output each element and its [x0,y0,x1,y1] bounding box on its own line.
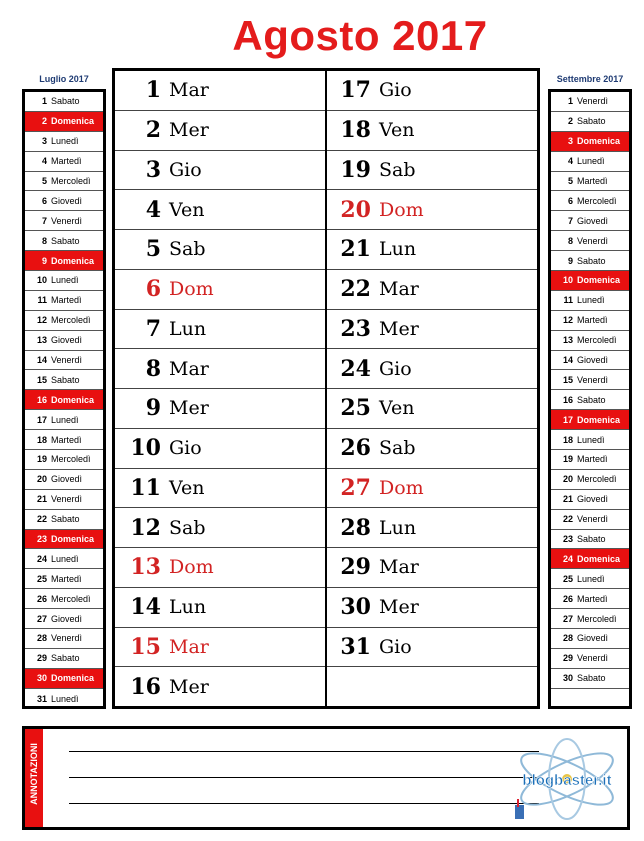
day-number: 18 [36,434,47,445]
day-number: 29 [36,653,47,664]
notes-box [22,726,630,830]
day-row [25,291,103,311]
day-number: 10 [562,275,573,286]
day-name: Mercoledì [51,176,91,186]
calendar-day-cell[interactable] [115,310,325,350]
day-name: Giovedì [577,633,609,644]
day-number: 9 [41,255,47,266]
day-name: Giovedì [51,195,83,206]
day-number: 8 [145,355,161,382]
day-row [551,271,629,291]
day-row [25,649,103,669]
day-row [551,430,629,450]
day-row [551,669,629,689]
day-name: Venerdì [577,96,609,107]
right-month-list [548,89,632,709]
day-row [551,172,629,192]
day-name: Lunedì [51,136,79,147]
day-number: 12 [130,514,161,541]
calendar-day-cell[interactable] [115,469,325,509]
calendar-day-cell[interactable] [327,310,537,350]
day-row [25,510,103,530]
day-number: 5 [567,176,573,186]
day-number: 12 [36,315,47,326]
day-name: Martedì [577,593,608,604]
day-number: 17 [562,414,573,425]
day-name: Venerdì [577,235,609,246]
calendar-day-cell[interactable] [327,230,537,270]
weekday: Ven [169,198,205,221]
day-name: Mercoledì [51,315,91,326]
calendar-day-cell[interactable] [327,508,537,548]
day-number: 6 [41,195,47,206]
day-name: Mercoledì [577,335,617,346]
weekday: Ven [379,119,415,142]
calendar-day-cell[interactable] [327,151,537,191]
day-number: 9 [567,255,573,266]
day-number: 26 [340,435,371,462]
day-number: 27 [36,613,47,624]
day-name: Sabato [51,235,80,246]
calendar-day-cell[interactable] [115,389,325,429]
day-number: 2 [41,116,47,127]
day-name: Venerdì [577,374,609,385]
weekday: Gio [379,79,412,102]
day-name: Domenica [51,534,95,545]
day-name: Sabato [51,96,80,107]
day-number: 11 [563,295,573,306]
day-name: Giovedì [51,335,83,346]
day-number: 5 [41,176,47,186]
day-number: 16 [130,673,161,700]
day-name: Venerdì [51,215,83,226]
weekday: Dom [169,556,214,579]
day-name: Martedì [51,573,82,584]
day-row [25,112,103,132]
day-number: 1 [567,96,573,107]
weekday: Dom [379,476,424,499]
day-row [25,331,103,351]
calendar-day-cell[interactable] [327,667,537,706]
day-number: 12 [562,315,573,326]
day-number: 24 [562,553,573,564]
day-number: 28 [36,633,47,644]
day-number: 4 [145,196,161,223]
weekday: Lun [379,238,417,261]
day-number: 17 [340,77,371,104]
day-row [25,569,103,589]
day-row [551,470,629,490]
weekday: Mar [379,556,419,579]
day-number: 14 [130,594,161,621]
day-number: 15 [130,633,161,660]
day-name: Venerdì [51,355,83,366]
day-number: 20 [340,196,371,223]
weekday: Ven [379,397,415,420]
day-number: 3 [145,156,161,183]
day-number: 2 [567,116,573,127]
day-name: Giovedì [577,215,609,226]
day-number: 25 [340,395,371,422]
day-number: 10 [130,435,161,462]
weekday: Lun [379,516,417,539]
note-line[interactable] [69,777,539,778]
calendar-day-cell[interactable] [327,111,537,151]
day-number: 15 [36,374,47,385]
weekday: Mar [169,357,209,380]
day-number: 13 [562,335,573,346]
day-number: 22 [562,514,573,525]
day-row [25,530,103,550]
day-row [25,430,103,450]
day-name: Giovedì [51,474,83,485]
day-row [551,390,629,410]
calendar-day-cell[interactable] [115,151,325,191]
day-number: 5 [145,236,161,263]
day-number: 28 [562,633,573,644]
day-name: Lunedì [51,693,79,704]
calendar-day-cell[interactable] [327,588,537,628]
day-row [551,450,629,470]
calendar-day-cell[interactable] [327,469,537,509]
day-number: 14 [562,355,573,366]
day-name: Lunedì [51,275,79,286]
day-name: Martedì [577,315,608,326]
calendar-day-cell[interactable] [327,71,537,111]
day-number: 3 [567,136,573,147]
day-row [551,211,629,231]
day-number: 28 [340,514,371,541]
day-name: Lunedì [577,156,605,167]
day-name: Sabato [51,374,80,385]
day-row [551,331,629,351]
day-number: 4 [41,156,47,167]
weekday: Mer [379,596,419,619]
right-month-label: Settembre 2017 [556,74,624,84]
day-number: 30 [340,594,371,621]
day-number: 10 [36,275,47,286]
calendar-day-cell[interactable] [327,190,537,230]
weekday: Mar [379,278,419,301]
day-number: 25 [562,573,573,584]
weekday: Mar [169,79,209,102]
weekday: Sab [379,437,416,460]
day-number: 23 [340,315,371,342]
day-row [25,549,103,569]
calendar-day-cell[interactable] [115,111,325,151]
main-month-grid [112,68,540,709]
day-number: 13 [130,554,161,581]
day-number: 23 [36,534,47,545]
day-name: Martedì [51,156,82,167]
day-number: 20 [562,474,573,485]
day-row [25,450,103,470]
day-number: 2 [145,117,161,144]
day-name: Mercoledì [51,593,91,604]
day-number: 6 [567,195,573,206]
day-name: Venerdì [577,653,609,664]
calendar-day-cell[interactable] [115,230,325,270]
day-number: 3 [41,136,47,147]
day-row [551,251,629,271]
day-row [25,689,103,709]
day-number: 19 [340,156,371,183]
day-number: 20 [36,474,47,485]
notes-label: ANNOTAZIONI [29,743,39,805]
logo-text: blogbaster.it [522,772,612,789]
day-name: Lunedì [51,414,79,425]
day-name: Mercoledì [51,454,91,465]
day-name: Mercoledì [577,613,617,624]
day-name: Venerdì [51,633,83,644]
day-number: 1 [41,96,47,107]
day-row [25,629,103,649]
day-row [551,351,629,371]
day-number: 23 [562,534,573,545]
day-number: 30 [36,673,47,684]
day-number: 15 [562,374,573,385]
weekday: Sab [379,158,416,181]
day-number: 27 [340,474,371,501]
page-title: Agosto 2017 [232,12,488,59]
calendar-day-cell[interactable] [115,628,325,668]
weekday: Mer [379,317,419,340]
weekday: Dom [169,278,214,301]
main-column-left [115,71,327,706]
day-row [551,569,629,589]
day-name: Martedì [577,454,608,465]
day-number: 18 [562,434,573,445]
day-name: Sabato [577,534,606,545]
calendar-day-cell[interactable] [115,508,325,548]
day-row [25,231,103,251]
day-row [25,370,103,390]
day-row [25,589,103,609]
day-row [551,649,629,669]
day-name: Domenica [51,673,95,684]
day-name: Sabato [51,653,80,664]
day-number: 1 [145,77,161,104]
calendar-day-cell[interactable] [327,270,537,310]
day-number: 21 [36,494,47,505]
day-row [551,609,629,629]
day-name: Domenica [577,275,621,286]
day-name: Sabato [577,673,606,684]
day-row [25,390,103,410]
day-row [25,132,103,152]
weekday: Gio [169,158,202,181]
day-number: 11 [37,295,47,306]
weekday: Lun [169,317,207,340]
day-name: Domenica [577,136,621,147]
day-number: 14 [36,355,47,366]
notes-band [25,729,43,827]
day-number: 22 [36,514,47,525]
day-name: Venerdì [577,514,609,525]
day-row [551,311,629,331]
calendar-day-cell[interactable] [327,349,537,389]
day-name: Domenica [51,394,95,405]
day-name: Sabato [577,255,606,266]
left-month-list [22,89,106,709]
day-row [551,112,629,132]
day-name: Domenica [51,116,95,127]
day-number: 21 [562,494,573,505]
day-number: 8 [567,235,573,246]
day-name: Martedì [577,176,608,186]
note-line[interactable] [69,751,539,752]
day-row [551,92,629,112]
day-name: Mercoledì [577,195,617,206]
day-number: 7 [567,215,573,226]
calendar-day-cell[interactable] [115,429,325,469]
weekday: Mer [169,397,209,420]
day-name: Domenica [577,553,621,564]
weekday: Lun [169,596,207,619]
day-number: 17 [36,414,47,425]
note-line[interactable] [69,803,539,804]
day-number: 22 [340,276,371,303]
day-number: 19 [562,454,573,465]
day-number: 4 [567,156,573,167]
calendar-day-cell[interactable] [115,349,325,389]
day-name: Martedì [51,434,82,445]
day-name: Giovedì [51,613,83,624]
day-row [25,490,103,510]
day-row [551,530,629,550]
calendar-day-cell[interactable] [115,270,325,310]
calendar-day-cell[interactable] [327,429,537,469]
day-row [25,609,103,629]
day-number: 24 [36,553,47,564]
day-number: 25 [36,573,47,584]
day-row [25,92,103,112]
day-name: Lunedì [577,573,605,584]
day-number: 26 [562,593,573,604]
logo-icon [513,735,621,823]
day-row [551,510,629,530]
day-row [551,132,629,152]
weekday: Sab [169,516,206,539]
calendar-day-cell[interactable] [115,190,325,230]
day-row [25,211,103,231]
weekday: Mer [169,119,209,142]
day-number: 19 [36,454,47,465]
day-row [551,629,629,649]
day-number: 13 [36,335,47,346]
weekday: Mer [169,675,209,698]
day-row [551,410,629,430]
day-number: 30 [562,673,573,684]
day-row [551,191,629,211]
weekday: Gio [379,635,412,658]
day-row [25,251,103,271]
day-number: 6 [145,276,161,303]
day-number: 11 [130,474,161,501]
day-name: Giovedì [577,355,609,366]
day-name: Sabato [51,514,80,525]
day-name: Lunedì [577,434,605,445]
day-row [25,191,103,211]
day-name: Sabato [577,394,606,405]
day-row [25,271,103,291]
day-number: 29 [562,653,573,664]
day-row [551,370,629,390]
day-row [25,311,103,331]
calendar-day-cell[interactable] [327,389,537,429]
day-name: Lunedì [51,553,79,564]
day-name: Sabato [577,116,606,127]
day-number: 26 [36,593,47,604]
day-name: Domenica [577,414,621,425]
calendar-day-cell[interactable] [115,548,325,588]
left-month-label: Luglio 2017 [39,74,89,84]
day-number: 21 [340,236,371,263]
day-name: Lunedì [577,295,605,306]
day-row [551,291,629,311]
weekday: Dom [379,198,424,221]
weekday: Ven [169,476,205,499]
day-row [551,689,629,709]
day-row [25,669,103,689]
day-number: 16 [562,394,573,405]
day-row [551,549,629,569]
day-number: 24 [340,355,371,382]
calendar-day-cell[interactable] [115,71,325,111]
weekday: Gio [169,437,202,460]
day-row [25,152,103,172]
day-name: Venerdì [51,494,83,505]
day-name: Martedì [51,295,82,306]
day-name: Domenica [51,255,95,266]
day-name: Giovedì [577,494,609,505]
day-row [551,231,629,251]
calendar-day-cell[interactable] [115,667,325,706]
day-row [25,172,103,192]
day-number: 31 [36,693,47,704]
day-row [551,152,629,172]
day-row [25,351,103,371]
day-row [25,470,103,490]
day-number: 7 [145,315,161,342]
day-name: Mercoledì [577,474,617,485]
day-number: 7 [41,215,47,226]
weekday: Sab [169,238,206,261]
weekday: Mar [169,635,209,658]
day-row [551,589,629,609]
day-number: 31 [340,633,371,660]
day-number: 27 [562,613,573,624]
day-number: 16 [36,394,47,405]
day-number: 29 [340,554,371,581]
day-row [25,410,103,430]
calendar-day-cell[interactable] [115,588,325,628]
day-number: 18 [340,117,371,144]
day-number: 8 [41,235,47,246]
main-column-right [327,71,537,706]
day-number: 9 [145,395,161,422]
calendar-day-cell[interactable] [327,548,537,588]
calendar-day-cell[interactable] [327,628,537,668]
day-row [551,490,629,510]
weekday: Gio [379,357,412,380]
